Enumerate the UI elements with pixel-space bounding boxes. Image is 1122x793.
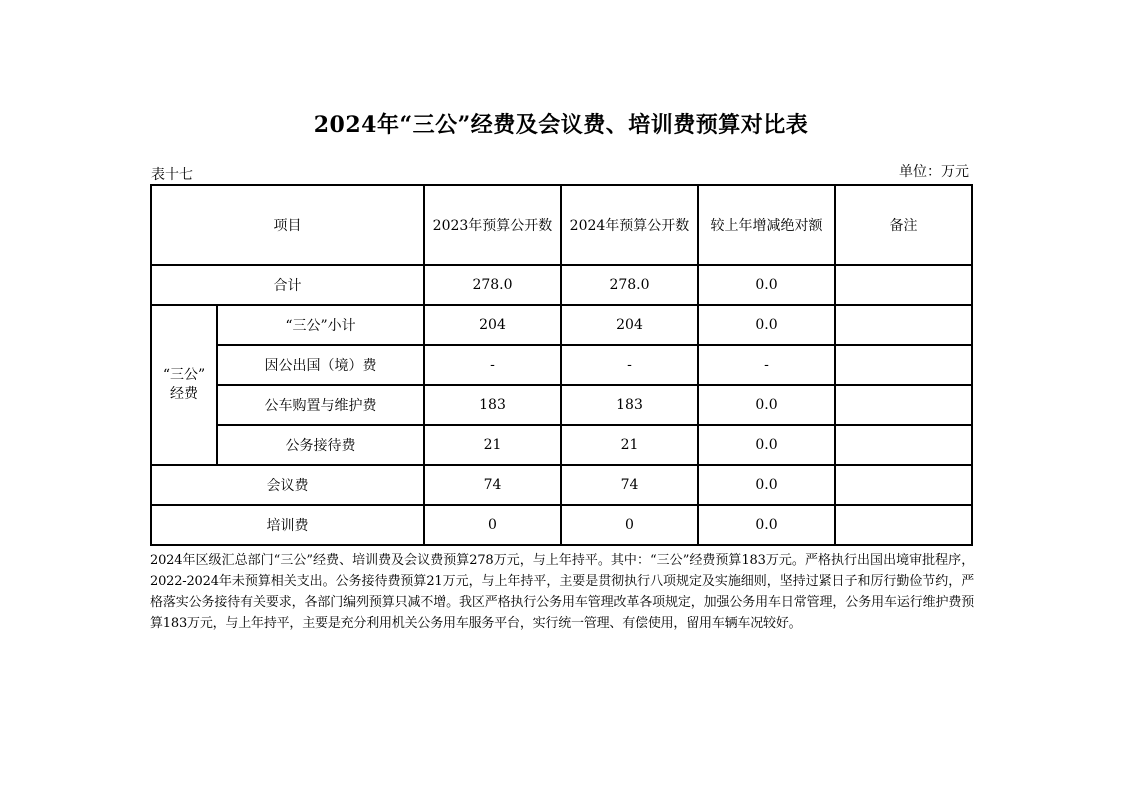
cell-remark bbox=[835, 345, 972, 385]
row-label: 公车购置与维护费 bbox=[217, 385, 424, 425]
cell-budget-2024: 278.0 bbox=[561, 265, 698, 305]
cell-budget-2023: 204 bbox=[424, 305, 561, 345]
table-number-label: 表十七 bbox=[151, 167, 193, 183]
table-row-reception bbox=[151, 425, 972, 465]
row-label: 公务接待费 bbox=[217, 425, 424, 465]
row-label: 培训费 bbox=[151, 505, 424, 545]
cell-change: 0.0 bbox=[698, 385, 835, 425]
row-label: 会议费 bbox=[151, 465, 424, 505]
header-item: 项目 bbox=[151, 185, 424, 265]
cell-budget-2023: 0 bbox=[424, 505, 561, 545]
table-row-vehicle bbox=[151, 385, 972, 425]
header-change: 较上年增减绝对额 bbox=[698, 185, 835, 265]
cell-change: 0.0 bbox=[698, 305, 835, 345]
cell-remark bbox=[835, 305, 972, 345]
cell-budget-2023: 183 bbox=[424, 385, 561, 425]
cell-remark bbox=[835, 385, 972, 425]
unit-label: 单位：万元 bbox=[899, 164, 969, 180]
cell-budget-2023: - bbox=[424, 345, 561, 385]
cell-budget-2023: 278.0 bbox=[424, 265, 561, 305]
table-row-total bbox=[151, 265, 972, 305]
table-row-training bbox=[151, 505, 972, 545]
cell-change: - bbox=[698, 345, 835, 385]
table-header-row bbox=[151, 185, 972, 265]
cell-remark bbox=[835, 465, 972, 505]
cell-remark bbox=[835, 265, 972, 305]
header-budget-2023: 2023年预算公开数 bbox=[424, 185, 561, 265]
header-budget-2024: 2024年预算公开数 bbox=[561, 185, 698, 265]
cell-budget-2023: 21 bbox=[424, 425, 561, 465]
page-title: 2024年“三公”经费及会议费、培训费预算对比表 bbox=[313, 112, 809, 138]
cell-remark bbox=[835, 505, 972, 545]
cell-change: 0.0 bbox=[698, 425, 835, 465]
row-label: “三公”小计 bbox=[217, 305, 424, 345]
cell-budget-2024: 0 bbox=[561, 505, 698, 545]
cell-change: 0.0 bbox=[698, 465, 835, 505]
explanatory-note: 2024年区级汇总部门“三公”经费、培训费及会议费预算278万元，与上年持平。其中：“三公”经费预算183万元。严格执行出国出境审批程序，2022-2024年未预算相关支出。公务接待费预算21万元，与上年持平，主要是贯彻执行八项规定及实施细则，坚持过紧日子和厉行勤俭节约，严格落实公务接待有关要求，各部门编列预算只减不增。我区严格执行公务用车管理改革各项规定，加强公务用车日常管理，公务用车运行维护费预算183万元，与上年持平，主要是充分利用机关公务用车服务平台，实行统一管理、有偿使用，留用车辆车况较好。 bbox=[150, 553, 974, 631]
cell-budget-2024: 21 bbox=[561, 425, 698, 465]
budget-comparison-table bbox=[150, 184, 973, 546]
table-row-overseas bbox=[151, 345, 972, 385]
table-row-meeting bbox=[151, 465, 972, 505]
cell-budget-2024: 74 bbox=[561, 465, 698, 505]
cell-change: 0.0 bbox=[698, 265, 835, 305]
group-label-sangong: “三公” 经费 bbox=[151, 305, 217, 465]
cell-change: 0.0 bbox=[698, 505, 835, 545]
cell-remark bbox=[835, 425, 972, 465]
row-label: 因公出国（境）费 bbox=[217, 345, 424, 385]
row-label: 合计 bbox=[151, 265, 424, 305]
header-remark: 备注 bbox=[835, 185, 972, 265]
cell-budget-2024: - bbox=[561, 345, 698, 385]
cell-budget-2023: 74 bbox=[424, 465, 561, 505]
cell-budget-2024: 183 bbox=[561, 385, 698, 425]
cell-budget-2024: 204 bbox=[561, 305, 698, 345]
table-row-sangong-subtotal bbox=[151, 305, 972, 345]
